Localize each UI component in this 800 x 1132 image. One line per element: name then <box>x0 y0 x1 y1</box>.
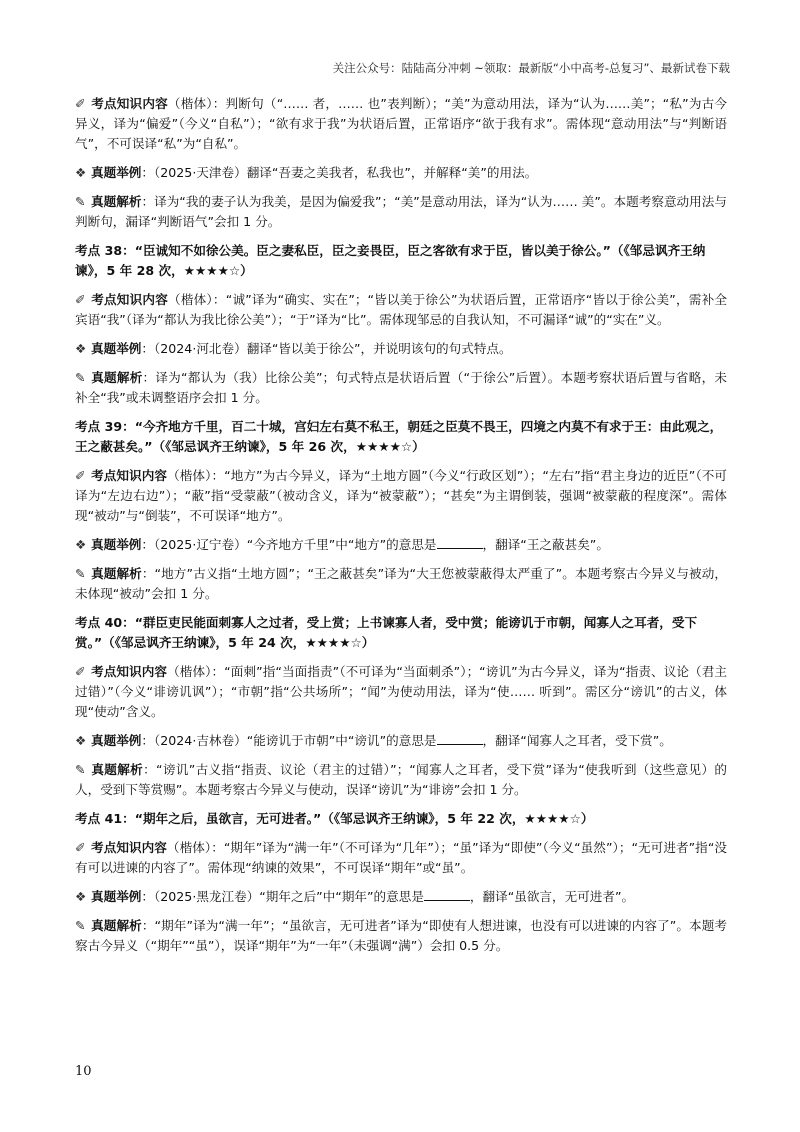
example-text: ：（2025·辽宁卷）“今齐地方千里”中“地方”的意思是 <box>141 537 437 552</box>
point-example <box>75 731 727 751</box>
page-number: 10 <box>75 1064 92 1079</box>
diamond-icon: ❖ <box>75 889 87 904</box>
analysis-label: 真题解析 <box>91 762 144 777</box>
pencil-icon: ✐ <box>75 468 86 483</box>
diamond-icon: ❖ <box>75 165 87 180</box>
point-knowledge <box>75 290 727 330</box>
point-example <box>75 339 727 359</box>
analysis-text: ：译为“我的妻子认为我美，是因为偏爱我”；“美”是意动用法，译为“认为…… 美”。本题考察意动用法与判断句，漏译“判断语气”会扣 1 分。 <box>75 194 727 229</box>
example-text: ：（2025·天津卷）翻译“吾妻之美我者，私我也”，并解释“美”的用法。 <box>141 165 538 180</box>
pen-icon: ✎ <box>75 762 86 777</box>
diamond-icon: ❖ <box>75 733 87 748</box>
point-example <box>75 535 727 555</box>
pencil-icon: ✐ <box>75 840 86 855</box>
intro-analysis <box>75 192 727 232</box>
example-label: 真题举例 <box>91 889 142 904</box>
knowledge-label: 考点知识内容 <box>91 468 168 483</box>
example-text-end: ，翻译“王之蔽甚矣”。 <box>482 537 609 552</box>
analysis-label: 真题解析 <box>91 194 142 209</box>
knowledge-label: 考点知识内容 <box>91 292 169 307</box>
knowledge-label: 考点知识内容 <box>91 840 167 855</box>
point-example <box>75 887 727 907</box>
analysis-text: ：“地方”古义指“土地方圆”；“王之蔽甚矣”译为“大王您被蒙蔽得太严重了”。本题考察古今异义与被动，未体现“被动”会扣 1 分。 <box>75 566 727 601</box>
answer-blank <box>424 888 470 901</box>
point-title: 考点 40：“群臣吏民能面刺寡人之过者，受上赏；上书谏寡人者，受中赏；能谤讥于市朝，闻寡人之耳者，受下赏。”（《邹忌讽齐王纳谏》，5 年 24 次，★★★★☆） <box>75 615 698 650</box>
knowledge-label: 考点知识内容 <box>91 664 168 679</box>
point-title: 考点 38：“臣诚知不如徐公美。臣之妻私臣，臣之妾畏臣，臣之客欲有求于臣，皆以美于徐公。”（《邹忌讽齐王纳谏》，5 年 28 次，★★★★☆） <box>75 243 706 278</box>
knowledge-text: （楷体）：“面刺”指“当面指责”（不可译为“当面刺杀”）；“谤讥”为古今异义，译为“指责、议论（君主过错）”（今义“诽谤讥讽”）；“市朝”指“公共场所”；“闻”为使动用法，译为“使…… 听到”。需区分“谤讥”的古义，体现“使动”含义。 <box>75 664 727 719</box>
example-label: 真题举例 <box>91 341 142 356</box>
example-label: 真题举例 <box>91 537 142 552</box>
point-title: 考点 39：“今齐地方千里，百二十城，宫妇左右莫不私王，朝廷之臣莫不畏王，四境之内莫不有求于王：由此观之，王之蔽甚矣。”（《邹忌讽齐王纳谏》，5 年 26 次，★★★★☆） <box>75 419 723 454</box>
point-title: 考点 41：“期年之后，虽欲言，无可进者。”（《邹忌讽齐王纳谏》，5 年 22 次，★★★★☆） <box>75 811 594 826</box>
point-knowledge <box>75 838 727 878</box>
knowledge-text: （楷体）：“期年”译为“满一年”（不可译为“几年”）；“虽”译为“即使”（今义“虽然”）；“无可进者”指“没有可以进谏的内容了”。需体现“纳谏的效果”，不可误译“期年”或“虽”。 <box>75 840 727 875</box>
analysis-text: ：译为“都认为（我）比徐公美”；句式特点是状语后置（“于徐公”后置）。本题考察状语后置与省略，未补全“我”或未调整语序会扣 1 分。 <box>75 370 727 405</box>
intro-knowledge <box>75 94 727 154</box>
pencil-icon: ✐ <box>75 96 86 111</box>
answer-blank <box>437 732 483 745</box>
page-content <box>75 94 727 965</box>
point-knowledge <box>75 662 727 722</box>
intro-example <box>75 163 727 183</box>
analysis-label: 真题解析 <box>91 918 142 933</box>
knowledge-text: （楷体）：“地方”为古今异义，译为“土地方圆”（今义“行政区划”）；“左右”指“君主身边的近臣”（不可译为“左边右边”）；“蔽”指“受蒙蔽”（被动含义，译为“被蒙蔽”）；“甚矣”为主谓倒装，强调“被蒙蔽的程度深”。需体现“被动”与“倒装”，不可误译“地方”。 <box>75 468 728 523</box>
pen-icon: ✎ <box>75 370 86 385</box>
point-analysis <box>75 760 727 800</box>
example-text-end: ，翻译“虽欲言，无可进者”。 <box>469 889 635 904</box>
analysis-label: 真题解析 <box>91 370 143 385</box>
knowledge-text: （楷体）：判断句（“…… 者，…… 也”表判断）；“美”为意动用法，译为“认为……美”；“私”为古今异义，译为“偏爱”（今义“自私”）；“欲有求于我”为状语后置，正常语序“欲于我有求”。需体现“意动用法”与“判断语气”，不可误译“私”为“自私”。 <box>75 96 727 151</box>
point-analysis <box>75 916 727 956</box>
point-analysis <box>75 368 727 408</box>
diamond-icon: ❖ <box>75 537 87 552</box>
answer-blank <box>437 536 483 549</box>
pencil-icon: ✐ <box>75 664 86 679</box>
pencil-icon: ✐ <box>75 292 86 307</box>
analysis-text: ：“谤讥”古义指“指责、议论（君主的过错）”；“闻寡人之耳者，受下赏”译为“使我听到（这些意见）的人，受到下等赏赐”。本题考察古今异义与使动，误译“谤讥”为“诽谤”会扣 1 分。 <box>75 762 728 797</box>
knowledge-label: 考点知识内容 <box>91 96 168 111</box>
pen-icon: ✎ <box>75 194 86 209</box>
point-analysis <box>75 564 727 604</box>
diamond-icon: ❖ <box>75 341 87 356</box>
pen-icon: ✎ <box>75 566 86 581</box>
example-text: ：（2024·河北卷）翻译“皆以美于徐公”，并说明该句的句式特点。 <box>141 341 512 356</box>
example-label: 真题举例 <box>91 733 142 748</box>
point-knowledge <box>75 466 727 526</box>
example-text: ：（2025·黑龙江卷）“期年之后”中“期年”的意思是 <box>141 889 424 904</box>
knowledge-text: （楷体）：“诚”译为“确实、实在”；“皆以美于徐公”为状语后置，正常语序“皆以于徐公美”，需补全宾语“我”（译为“都认为我比徐公美”）；“于”译为“比”。需体现邹忌的自我认知，不可漏译“诚”的“实在”义。 <box>75 292 727 327</box>
analysis-text: ：“期年”译为“满一年”；“虽欲言，无可进者”译为“即使有人想进谏，也没有可以进谏的内容了”。本题考察古今异义（“期年”“虽”），误译“期年”为“一年”（未强调“满”）会扣 0.5 分。 <box>75 918 727 953</box>
pen-icon: ✎ <box>75 918 86 933</box>
example-text: ：（2024·吉林卷）“能谤讥于市朝”中“谤讥”的意思是 <box>141 733 437 748</box>
analysis-label: 真题解析 <box>91 566 142 581</box>
example-text-end: ，翻译“闻寡人之耳者，受下赏”。 <box>482 733 672 748</box>
example-label: 真题举例 <box>91 165 142 180</box>
page-header: 关注公众号：陆陆高分冲刺 ~领取：最新版“小中高考-总复习”、最新试卷下载 <box>332 61 730 75</box>
